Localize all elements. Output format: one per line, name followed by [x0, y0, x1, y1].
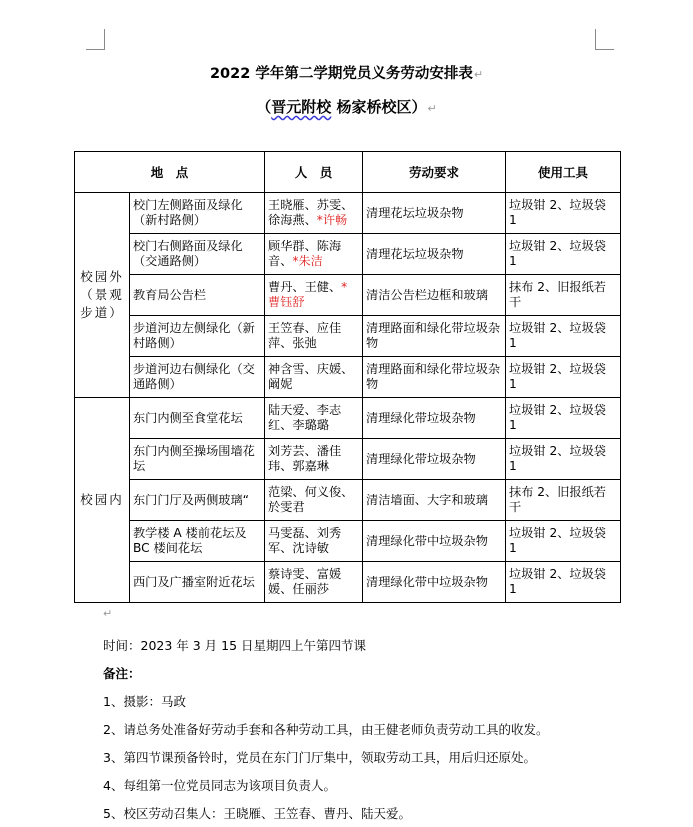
- people-cell: [265, 234, 363, 275]
- location-cell: 校门右侧路面及绿化（交通路侧）: [130, 234, 265, 275]
- header-location: 地 点: [75, 152, 265, 193]
- paragraph-mark-icon: ↵: [473, 68, 484, 81]
- header-requirement: 劳动要求: [363, 152, 506, 193]
- note-item: 4、每组第一位党员同志为该项目负责人。: [103, 778, 336, 793]
- tools-cell: 抹布 2、旧报纸若干: [506, 480, 621, 521]
- tools-cell: 垃圾钳 2、垃圾袋 1: [506, 357, 621, 398]
- location-cell: 东门内侧至食堂花坛: [130, 398, 265, 439]
- requirement-cell: 清理路面和绿化带垃圾杂物: [363, 357, 506, 398]
- tools-cell: 垃圾钳 2、垃圾袋 1: [506, 234, 621, 275]
- tools-cell: 垃圾钳 2、垃圾袋 1: [506, 439, 621, 480]
- people-cell: [265, 439, 363, 480]
- requirement-cell: 清理路面和绿化带垃圾杂物: [363, 316, 506, 357]
- table-row: [75, 357, 621, 398]
- location-cell: 西门及广播室附近花坛: [130, 562, 265, 603]
- requirement-cell: 清洁公告栏边框和玻璃: [363, 275, 506, 316]
- page-corner-mark-right: [595, 29, 614, 50]
- leader-name: *朱洁: [292, 254, 323, 268]
- zone-cell: 校园外（景观步道）: [75, 193, 130, 398]
- people-names: 王晓雁、苏雯、徐海燕、: [268, 198, 354, 227]
- document-title: [0, 62, 693, 83]
- table-row: [75, 275, 621, 316]
- note-item: 5、校区劳动召集人：王晓雁、王笠春、曹丹、陆天爱。: [103, 806, 411, 821]
- header-people: 人 员: [265, 152, 363, 193]
- paragraph-mark-icon: ↵: [427, 102, 437, 115]
- people-names: 神含雪、庆媛、阚妮: [268, 362, 354, 391]
- table-row: [75, 521, 621, 562]
- people-cell: [265, 562, 363, 603]
- requirement-cell: 清理绿化带中垃圾杂物: [363, 562, 506, 603]
- requirement-cell: 清理绿化带垃圾杂物: [363, 439, 506, 480]
- people-cell: [265, 316, 363, 357]
- people-names: 范梁、何义俊、於雯君: [268, 485, 354, 514]
- location-cell: 步道河边左侧绿化（新村路侧）: [130, 316, 265, 357]
- table-row: [75, 193, 621, 234]
- people-names: 王笠春、应佳萍、张弛: [268, 321, 342, 350]
- table-row: [75, 562, 621, 603]
- table-row: [75, 234, 621, 275]
- time-line: 时间：2023 年 3 月 15 日星期四上午第四节课: [103, 638, 367, 653]
- people-names: 曹丹、王健、: [268, 280, 342, 294]
- people-names: 顾华群、陈海音、: [268, 239, 342, 268]
- note-item: 3、第四节课预备铃时，党员在东门门厅集中，领取劳动工具，用后归还原处。: [103, 750, 536, 765]
- people-names: 蔡诗雯、富媛媛、任丽莎: [268, 567, 342, 596]
- people-names: 马雯磊、刘秀军、沈诗敏: [268, 526, 342, 555]
- tools-cell: 垃圾钳 2、垃圾袋 1: [506, 193, 621, 234]
- people-cell: [265, 275, 363, 316]
- note-item: 1、摄影：马政: [103, 694, 186, 709]
- tools-cell: 垃圾钳 2、垃圾袋 1: [506, 562, 621, 603]
- leader-name: *许畅: [316, 213, 348, 227]
- header-tools: 使用工具: [506, 152, 621, 193]
- location-cell: 步道河边右侧绿化（交通路侧）: [130, 357, 265, 398]
- people-cell: [265, 193, 363, 234]
- people-cell: [265, 480, 363, 521]
- document-subtitle: [0, 96, 693, 117]
- schedule-table: [74, 151, 621, 603]
- subtitle-open-paren: （: [256, 98, 272, 116]
- subtitle-campus: 杨家桥校区）: [331, 98, 427, 116]
- tools-cell: 垃圾钳 2、垃圾袋 1: [506, 398, 621, 439]
- people-cell: [265, 398, 363, 439]
- table-row: [75, 316, 621, 357]
- paragraph-mark-icon: ↵: [103, 607, 113, 620]
- requirement-cell: 清理花坛垃圾杂物: [363, 193, 506, 234]
- location-cell: 东门门厅及两侧玻璃“: [130, 480, 265, 521]
- people-names: 刘芳芸、潘佳玮、郭嘉琳: [268, 444, 342, 473]
- tools-cell: 垃圾钳 2、垃圾袋 1: [506, 521, 621, 562]
- people-cell: [265, 357, 363, 398]
- subtitle-school: 晋元附校: [271, 98, 332, 116]
- notes-heading: 备注：: [103, 666, 141, 681]
- requirement-cell: 清洁墙面、大字和玻璃: [363, 480, 506, 521]
- location-cell: 校门左侧路面及绿化（新村路侧）: [130, 193, 265, 234]
- table-row: [75, 439, 621, 480]
- zone-cell: 校园内: [75, 398, 130, 603]
- location-cell: 教育局公告栏: [130, 275, 265, 316]
- leader-name: *曹钰舒: [268, 280, 348, 309]
- requirement-cell: 清理绿化带垃圾杂物: [363, 398, 506, 439]
- note-item: 2、请总务处准备好劳动手套和各种劳动工具，由王健老师负责劳动工具的收发。: [103, 722, 549, 737]
- tools-cell: 垃圾钳 2、垃圾袋 1: [506, 316, 621, 357]
- table-header-row: [75, 152, 621, 193]
- requirement-cell: 清理花坛垃圾杂物: [363, 234, 506, 275]
- people-names: 陆天爱、李志红、李璐璐: [268, 403, 342, 432]
- tools-cell: 抹布 2、旧报纸若干: [506, 275, 621, 316]
- table-row: [75, 398, 621, 439]
- location-cell: 教学楼 A 楼前花坛及 BC 楼间花坛: [130, 521, 265, 562]
- table-row: [75, 480, 621, 521]
- requirement-cell: 清理绿化带中垃圾杂物: [363, 521, 506, 562]
- location-cell: 东门内侧至操场围墙花坛: [130, 439, 265, 480]
- title-text: 2022 学年第二学期党员义务劳动安排表: [209, 66, 473, 82]
- people-cell: [265, 521, 363, 562]
- page-corner-mark-left: [86, 29, 105, 50]
